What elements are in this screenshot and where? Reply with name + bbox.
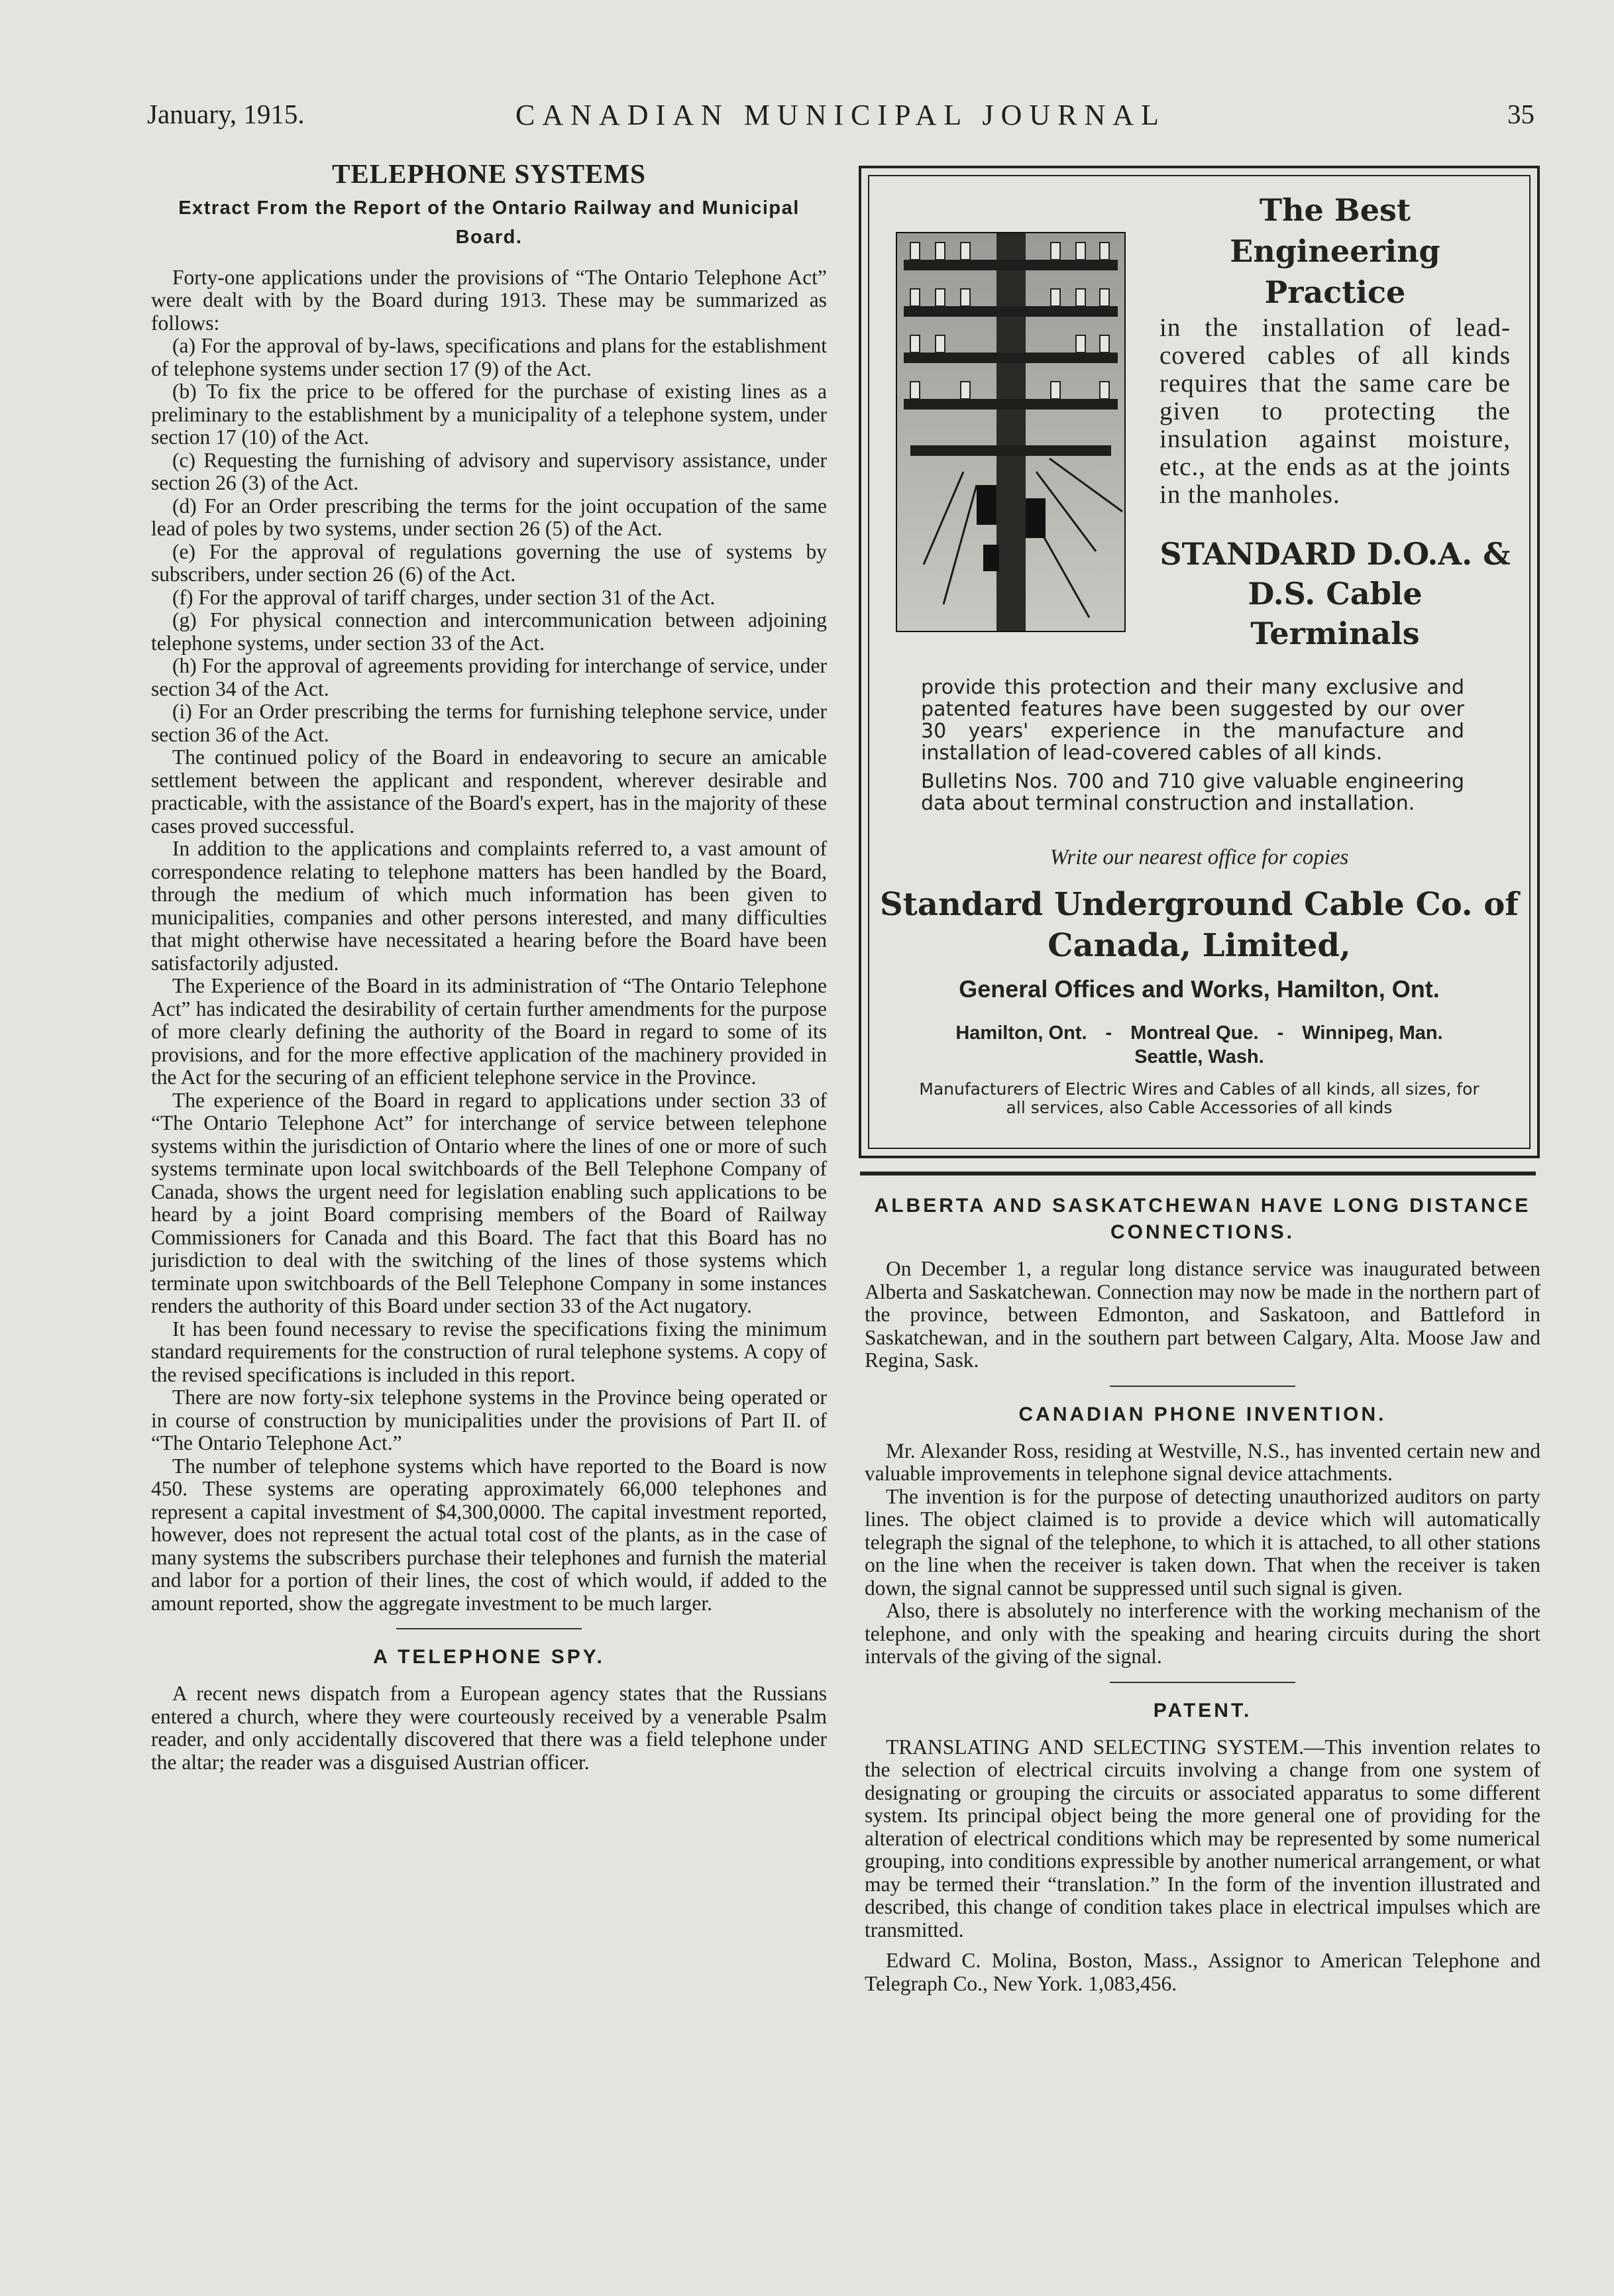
page-header (147, 98, 1534, 144)
paragraph: The invention is for the purpose of detecting unauthorized auditors on party lines. The object claimed is to provide a device which will automatically telegraph the signal of the telephone, to which it is attached, to all other stations on the line when the receiver is taken down. That when the receiver is taken down, the signal cannot be suppressed until such signal is given. (865, 1484, 1540, 1600)
page-number: 35 (1507, 99, 1534, 129)
advertisement (859, 166, 1540, 1158)
patent-assignor: Edward C. Molina, Boston, Mass., Assignor to American Telephone and Telegraph Co., New York. 1,083,456. (865, 1949, 1540, 1995)
alberta-text: On December 1, a regular long distance service was inaugurated between Alberta and Saskatchewan. Connection may now be made in the northern part of the province, between Edmonton, and Saskatoon, and Battleford in Saskatchewan, and in the southern part between Calgary, Alta. Moose Jaw and Regina, Sask. (865, 1257, 1540, 1372)
advertisement-body-text: provide this protection and their many exclusive and patented features have been suggested by our over 30 years' experience in the manufacture and installation of lead-covered cables of all kinds. (921, 676, 1464, 765)
telephone-pole-photo (896, 232, 1126, 632)
paragraph: The experience of the Board in regard to applications under section 33 of “The Ontario Telephone Act” for interchange of service between telephone systems within the jurisdiction of Ontario where the lines of one or more of such systems terminate upon local switchboards of the Bell Telephone Company of Canada, shows the urgent need for legislation enabling such applications to be heard by a joint Board comprising members of the Board of Railway Commissioners for Canada and this Board. The fact that this Board has no jurisdiction to deal with the switching of the lines of those systems which terminate upon switchboards of the Bell Telephone Company in some instances renders the authority of this Board under section 33 of the Act nugatory. (151, 1088, 827, 1317)
paragraph: It has been found necessary to revise the specifications fixing the minimum standard requirements for the construction of rural telephone systems. A copy of the revised specifications is included in this report. (151, 1317, 827, 1386)
issue-date: January, 1915. (147, 99, 305, 129)
paragraph: In addition to the applications and complaints referred to, a vast amount of correspondence relating to telephone matters has been handled by the Board, through the medium of which much information has been given to municipalities, companies and other persons interested, and many difficulties that might otherwise have necessitated a hearing before the Board have been satisfactorily adjusted. (151, 837, 827, 975)
paragraph: The continued policy of the Board in endeavoring to secure an amicable settlement between the applicant and respondent, wherever desirable and practicable, with the assistance of the Board's expert, has in the majority of these cases proved successful. (151, 745, 827, 838)
city-separator: - (1105, 1022, 1112, 1044)
spy-title: A TELEPHONE SPY. (373, 1646, 605, 1668)
invention-title: CANADIAN PHONE INVENTION. (1018, 1403, 1387, 1425)
advertisement-inner-border (868, 175, 1531, 1149)
divider (1110, 1386, 1295, 1387)
paragraph: (h) For the approval of agreements providing for interchange of service, under section 34 of the Act. (151, 654, 827, 700)
paragraph: (c) Requesting the furnishing of advisory and supervisory assistance, under section 26 (3) of the Act. (151, 448, 827, 494)
city-seattle: Seattle, Wash. (1134, 1046, 1264, 1067)
advertisement-headline-block (1159, 190, 1511, 509)
article-subtitle: Extract From the Report of the Ontario Railway and Municipal Board. (178, 197, 800, 248)
paragraph: (b) To fix the price to be offered for the purchase of existing lines as a preliminary to the establishment by a municipality of a telephone system, under section 17 (10) of the Act. (151, 380, 827, 449)
alberta-title: ALBERTA AND SASKATCHEWAN HAVE LONG DISTANCE CONNECTIONS. (874, 1195, 1531, 1243)
left-column (151, 158, 827, 1774)
telephone-pole-icon (897, 233, 1124, 631)
section-rule (860, 1172, 1536, 1175)
paragraph: (e) For the approval of regulations governing the use of systems by subscribers, under section 26 (6) of the Act. (151, 539, 827, 586)
general-offices: General Offices and Works, Hamilton, Ont. (959, 975, 1440, 1003)
divider (1110, 1682, 1295, 1683)
journal-title: CANADIAN MUNICIPAL JOURNAL (515, 99, 1166, 131)
paragraph: Mr. Alexander Ross, residing at Westville, N.S., has invented certain new and valuable improvements in telephone signal device attachments. (865, 1439, 1540, 1485)
advertisement-heading: The Best Engineering Practice (1230, 192, 1440, 310)
paragraph: The Experience of the Board in its administration of “The Ontario Telephone Act” has indicated the desirability of certain further amendments for the purpose of more clearly defining the authority of the Board in regard to some of its provisions, and for the more effective application of the machinery provided in the Act for the securing of an efficient telephone service in the Province. (151, 974, 827, 1089)
city-separator: - (1277, 1022, 1284, 1044)
city-winnipeg: Winnipeg, Man. (1302, 1022, 1443, 1044)
office-cities (909, 1021, 1489, 1069)
manufacturers-note: Manufacturers of Electric Wires and Cables of all kinds, all sizes, for all services, also Cable Accessories of all kinds (919, 1079, 1480, 1117)
paragraph: There are now forty-six telephone systems in the Province being operated or in course of construction by municipalities under the provisions of Part II. of “The Ontario Telephone Act.” (151, 1386, 827, 1454)
advertisement-bulletins-text: Bulletins Nos. 700 and 710 give valuable engineering data about terminal construction and installation. (921, 770, 1464, 815)
patent-text: TRANSLATING AND SELECTING SYSTEM.—This invention relates to the selection of electrical circuits involving a change from one system of designating or grouping the circuits or associated apparatus to some different system. Its principal object being the more general one of providing for the alteration of electrical conditions which may be represented by some numerical grouping, into conditions expressible by another numerical arrangement, or what may be termed their “translation.” In the form of the invention illustrated and described, this change of condition takes place in electrical impulses which are transmitted. (865, 1735, 1540, 1941)
city-montreal: Montreal Que. (1130, 1022, 1259, 1044)
city-hamilton: Hamilton, Ont. (955, 1022, 1087, 1044)
paragraph: The number of telephone systems which have reported to the Board is now 450. These systems are operating approximately 66,000 telephones and represent a capital investment of $4,300,0000. The capital investment reported, however, does not represent the actual total cost of the plants, as in the case of many systems the subscribers purchase their telephones and furnish the material and labor for a portion of their lines, the cost of which would, if added to the amount reported, show the aggregate investment to be much larger. (151, 1454, 827, 1615)
paragraph: (f) For the approval of tariff charges, under section 31 of the Act. (172, 585, 716, 609)
spy-text: A recent news dispatch from a European agency states that the Russians entered a church, where they were courteously received by a venerable Psalm reader, and only accidentally discovered that there was a field telephone under the altar; the reader was a disguised Austrian officer. (151, 1682, 827, 1774)
paragraph: (a) For the approval of by-laws, specifications and plans for the establishment of telephone systems under section 17 (9) of the Act. (151, 334, 827, 380)
advertisement-body (921, 677, 1464, 821)
advertisement-lead: in the installation of lead-covered cables of all kinds requires that the same care be given to protecting the insulation against moisture, etc., at the ends as at the joints in the manholes. (1159, 313, 1511, 509)
product-name: STANDARD D.O.A. & D.S. Cable Terminals (1159, 536, 1511, 651)
paragraph: (g) For physical connection and intercommunication between adjoining telephone systems, under section 33 of the Act. (151, 608, 827, 655)
patent-title: PATENT. (1153, 1699, 1252, 1722)
write-for-copies: Write our nearest office for copies (1049, 846, 1349, 869)
article-title: TELEPHONE SYSTEMS (332, 158, 646, 189)
right-column (865, 1193, 1540, 1995)
paragraph: (d) For an Order prescribing the terms for the joint occupation of the same lead of poles by two systems, under section 26 (5) of the Act. (151, 494, 827, 540)
paragraph: (i) For an Order prescribing the terms for furnishing telephone service, under section 36 of the Act. (151, 700, 827, 746)
paragraph: Forty-one applications under the provisions of “The Ontario Telephone Act” were dealt with by the Board during 1913. These may be summarized as follows: (151, 265, 827, 335)
company-name: Standard Underground Cable Co. of Canada, Limited, (880, 886, 1519, 964)
divider (396, 1628, 582, 1629)
paragraph: Also, there is absolutely no interference with the working mechanism of the telephone, and only with the speaking and hearing circuits during the short intervals of the giving of the signal. (865, 1599, 1540, 1668)
